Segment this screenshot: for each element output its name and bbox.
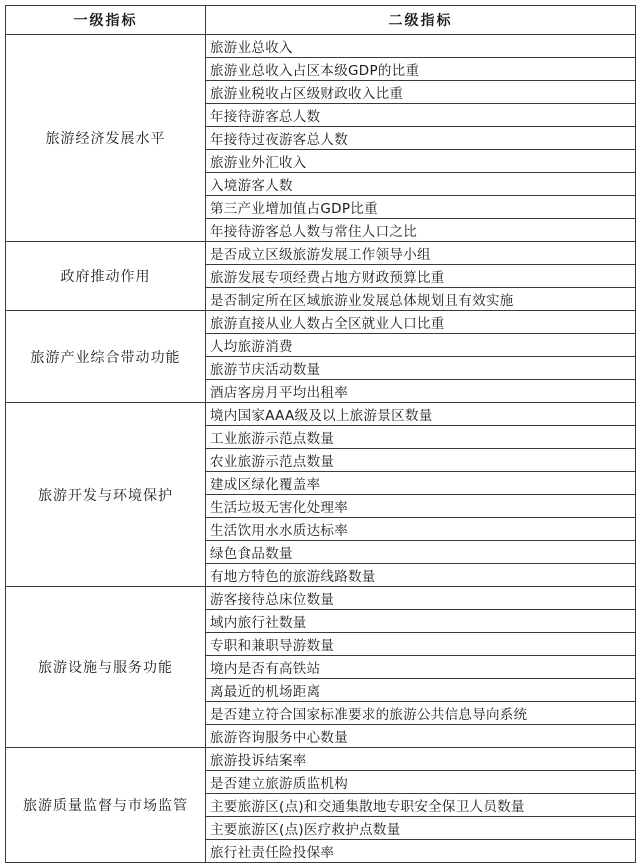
level2-indicator: 旅行社责任险投保率 xyxy=(206,840,636,863)
header-level2: 二级指标 xyxy=(206,6,636,35)
level2-indicator: 旅游业外汇收入 xyxy=(206,150,636,173)
level2-indicator: 专职和兼职导游数量 xyxy=(206,633,636,656)
level2-indicator: 生活垃圾无害化处理率 xyxy=(206,495,636,518)
level2-indicator: 是否成立区级旅游发展工作领导小组 xyxy=(206,242,636,265)
level2-indicator: 人均旅游消费 xyxy=(206,334,636,357)
table-row xyxy=(6,748,636,771)
level2-indicator: 旅游节庆活动数量 xyxy=(206,357,636,380)
level2-indicator: 主要旅游区(点)医疗救护点数量 xyxy=(206,817,636,840)
level2-indicator: 是否建立旅游质监机构 xyxy=(206,771,636,794)
level2-indicator: 旅游业总收入 xyxy=(206,35,636,58)
level2-indicator: 第三产业增加值占GDP比重 xyxy=(206,196,636,219)
level1-indicator: 旅游经济发展水平 xyxy=(6,35,206,242)
level2-indicator: 是否制定所在区域旅游业发展总体规划且有效实施 xyxy=(206,288,636,311)
level2-indicator: 旅游业总收入占区本级GDP的比重 xyxy=(206,58,636,81)
level2-indicator: 农业旅游示范点数量 xyxy=(206,449,636,472)
table-row xyxy=(6,403,636,426)
level2-indicator: 生活饮用水水质达标率 xyxy=(206,518,636,541)
level2-indicator: 旅游投诉结案率 xyxy=(206,748,636,771)
level2-indicator: 境内国家AAA级及以上旅游景区数量 xyxy=(206,403,636,426)
level2-indicator: 年接待游客总人数 xyxy=(206,104,636,127)
level1-indicator: 旅游质量监督与市场监管 xyxy=(6,748,206,863)
level2-indicator: 是否建立符合国家标准要求的旅游公共信息导向系统 xyxy=(206,702,636,725)
level2-indicator: 游客接待总床位数量 xyxy=(206,587,636,610)
level2-indicator: 离最近的机场距离 xyxy=(206,679,636,702)
level2-indicator: 酒店客房月平均出租率 xyxy=(206,380,636,403)
level1-indicator: 旅游产业综合带动功能 xyxy=(6,311,206,403)
header-level1: 一级指标 xyxy=(6,6,206,35)
level2-indicator: 旅游直接从业人数占全区就业人口比重 xyxy=(206,311,636,334)
level2-indicator: 旅游发展专项经费占地方财政预算比重 xyxy=(206,265,636,288)
table-row xyxy=(6,242,636,265)
level2-indicator: 旅游业税收占区级财政收入比重 xyxy=(206,81,636,104)
level2-indicator: 工业旅游示范点数量 xyxy=(206,426,636,449)
level2-indicator: 绿色食品数量 xyxy=(206,541,636,564)
level2-indicator: 境内是否有高铁站 xyxy=(206,656,636,679)
table-row xyxy=(6,311,636,334)
indicator-table xyxy=(5,5,636,863)
level1-indicator: 旅游设施与服务功能 xyxy=(6,587,206,748)
level1-indicator: 政府推动作用 xyxy=(6,242,206,311)
level2-indicator: 入境游客人数 xyxy=(206,173,636,196)
level2-indicator: 主要旅游区(点)和交通集散地专职安全保卫人员数量 xyxy=(206,794,636,817)
level1-indicator: 旅游开发与环境保护 xyxy=(6,403,206,587)
level2-indicator: 年接待游客总人数与常住人口之比 xyxy=(206,219,636,242)
level2-indicator: 建成区绿化覆盖率 xyxy=(206,472,636,495)
level2-indicator: 有地方特色的旅游线路数量 xyxy=(206,564,636,587)
table-row xyxy=(6,35,636,58)
level2-indicator: 域内旅行社数量 xyxy=(206,610,636,633)
header-row xyxy=(6,6,636,35)
table-body xyxy=(6,35,636,863)
level2-indicator: 旅游咨询服务中心数量 xyxy=(206,725,636,748)
table-row xyxy=(6,587,636,610)
level2-indicator: 年接待过夜游客总人数 xyxy=(206,127,636,150)
